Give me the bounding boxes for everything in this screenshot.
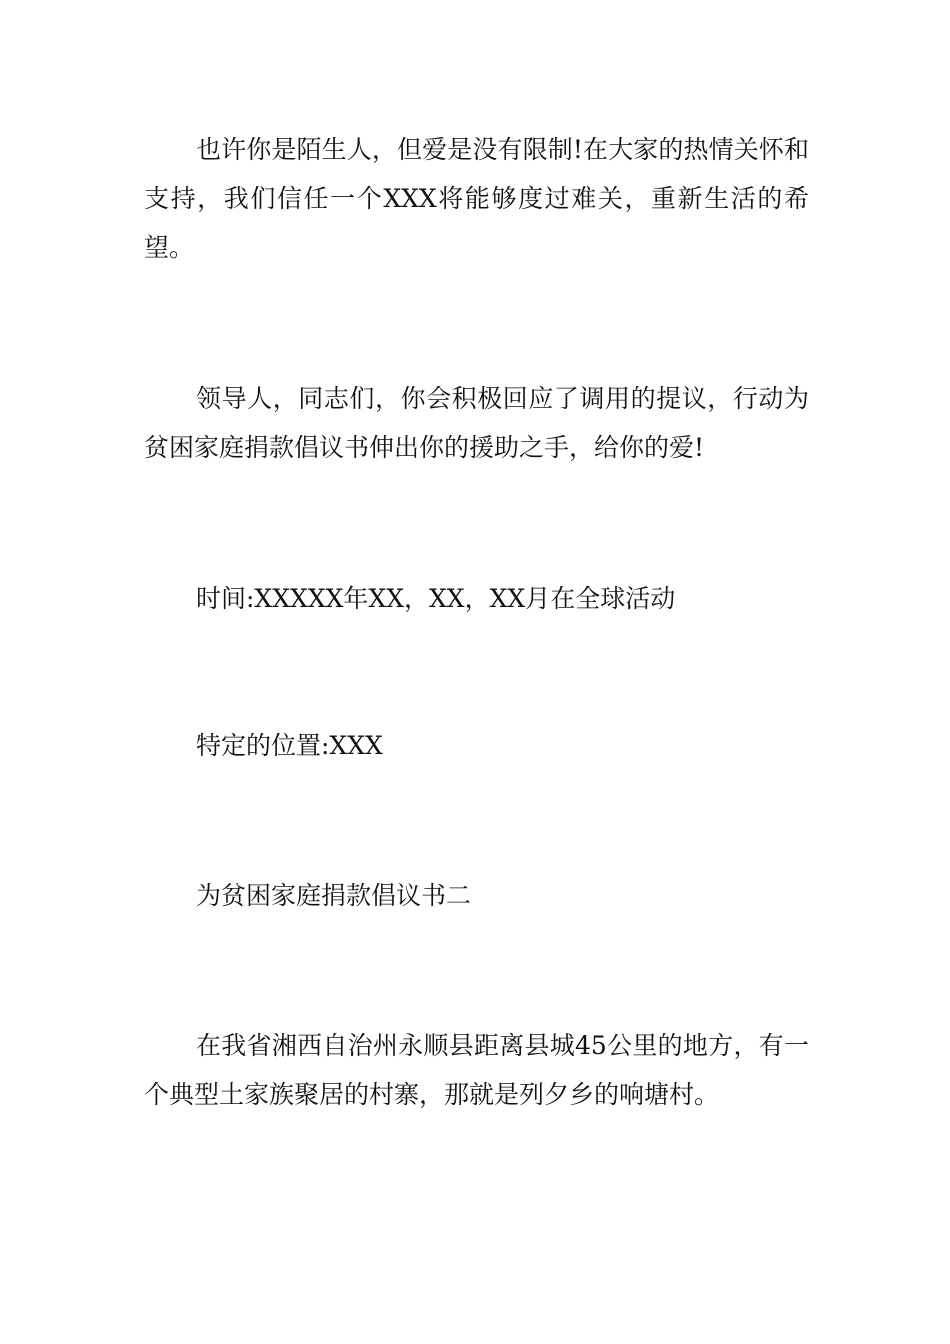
paragraph-call-to-action: 领导人，同志们，你会积极回应了调用的提议，行动为贫困家庭捐款倡议书伸出你的援助之手，给你的爱! <box>144 384 809 462</box>
paragraph-event-time: 时间:XXXXX年XX，XX，XX月在全球活动 <box>196 584 676 613</box>
section-heading: 为贫困家庭捐款倡议书二 <box>196 881 472 910</box>
paragraph-appeal-support: 也许你是陌生人，但爱是没有限制!在大家的热情关怀和支持，我们信任一个XXX将能够度过难关，重新生活的希望。 <box>144 135 809 262</box>
paragraph-village-intro: 在我省湘西自治州永顺县距离县城45公里的地方，有一个典型土家族聚居的村寨，那就是列夕乡的响塘村。 <box>144 1031 809 1109</box>
paragraph-event-location: 特定的位置:XXX <box>196 731 383 760</box>
